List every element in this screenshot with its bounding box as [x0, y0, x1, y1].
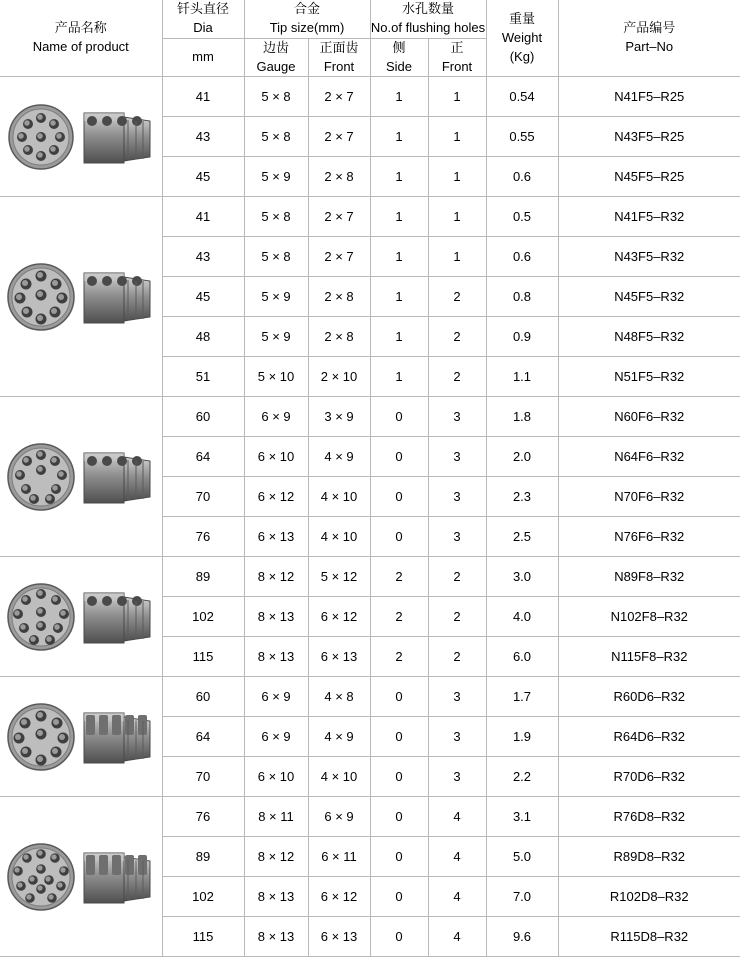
cell-weight: 0.8	[486, 277, 558, 317]
cell-part-no: N45F5–R32	[558, 277, 740, 317]
table-body	[0, 77, 740, 957]
header-alloy-cn: 合金	[245, 0, 370, 19]
cell-dia: 115	[162, 637, 244, 677]
header-weight	[486, 0, 558, 77]
cell-dia: 45	[162, 157, 244, 197]
cell-dia: 102	[162, 877, 244, 917]
header-hole-side	[370, 38, 428, 77]
cell-weight: 3.1	[486, 797, 558, 837]
cell-gauge: 5 × 8	[244, 197, 308, 237]
cell-gauge: 6 × 12	[244, 477, 308, 517]
drill-bit-side-icon	[82, 582, 156, 652]
cell-weight: 6.0	[486, 637, 558, 677]
cell-hole-side: 0	[370, 677, 428, 717]
cell-hole-front: 4	[428, 797, 486, 837]
cell-weight: 9.6	[486, 917, 558, 957]
cell-part-no: N89F8–R32	[558, 557, 740, 597]
cell-hole-side: 2	[370, 597, 428, 637]
cell-gauge: 6 × 9	[244, 397, 308, 437]
cell-weight: 2.0	[486, 437, 558, 477]
cell-gauge: 8 × 13	[244, 597, 308, 637]
cell-front: 2 × 7	[308, 237, 370, 277]
header-gauge	[244, 38, 308, 77]
cell-part-no: R64D6–R32	[558, 717, 740, 757]
cell-hole-front: 2	[428, 557, 486, 597]
cell-dia: 70	[162, 477, 244, 517]
cell-dia: 64	[162, 437, 244, 477]
bit-illustration	[0, 442, 162, 512]
header-weight-en: Weight	[487, 29, 558, 48]
cell-hole-side: 1	[370, 157, 428, 197]
header-part-no-en: Part–No	[559, 38, 740, 57]
cell-hole-front: 4	[428, 917, 486, 957]
table-row	[0, 557, 740, 597]
cell-hole-front: 4	[428, 837, 486, 877]
bit-illustration	[0, 102, 162, 172]
cell-front: 6 × 11	[308, 837, 370, 877]
cell-dia: 51	[162, 357, 244, 397]
header-gauge-cn: 边齿	[245, 39, 308, 58]
cell-dia: 41	[162, 197, 244, 237]
cell-hole-front: 1	[428, 237, 486, 277]
header-dia	[162, 0, 244, 38]
cell-dia: 89	[162, 557, 244, 597]
drill-bit-face-icon	[6, 702, 76, 772]
cell-part-no: N64F6–R32	[558, 437, 740, 477]
header-alloy	[244, 0, 370, 38]
cell-front: 4 × 10	[308, 477, 370, 517]
bit-illustration	[0, 702, 162, 772]
cell-front: 4 × 9	[308, 717, 370, 757]
header-hole-front	[428, 38, 486, 77]
cell-weight: 1.9	[486, 717, 558, 757]
cell-front: 4 × 9	[308, 437, 370, 477]
cell-hole-side: 2	[370, 637, 428, 677]
drill-bit-side-icon	[82, 442, 156, 512]
drill-bit-face-icon	[6, 842, 76, 912]
cell-gauge: 6 × 9	[244, 717, 308, 757]
cell-gauge: 8 × 13	[244, 877, 308, 917]
cell-hole-side: 0	[370, 877, 428, 917]
cell-dia: 89	[162, 837, 244, 877]
drill-bit-side-icon	[82, 842, 156, 912]
header-gauge-en: Gauge	[245, 58, 308, 77]
cell-weight: 1.1	[486, 357, 558, 397]
cell-front: 2 × 8	[308, 157, 370, 197]
drill-bit-side-icon	[82, 102, 156, 172]
cell-gauge: 6 × 13	[244, 517, 308, 557]
cell-hole-front: 3	[428, 517, 486, 557]
header-front-cn: 正面齿	[309, 39, 370, 58]
cell-gauge: 5 × 8	[244, 117, 308, 157]
cell-weight: 3.0	[486, 557, 558, 597]
cell-front: 6 × 12	[308, 877, 370, 917]
cell-weight: 0.54	[486, 77, 558, 117]
cell-part-no: N115F8–R32	[558, 637, 740, 677]
cell-hole-front: 1	[428, 157, 486, 197]
cell-front: 5 × 12	[308, 557, 370, 597]
table-row	[0, 797, 740, 837]
cell-hole-front: 3	[428, 477, 486, 517]
cell-hole-side: 0	[370, 477, 428, 517]
cell-hole-side: 1	[370, 117, 428, 157]
cell-gauge: 5 × 9	[244, 157, 308, 197]
cell-dia: 43	[162, 117, 244, 157]
cell-weight: 4.0	[486, 597, 558, 637]
header-product-name-cn: 产品名称	[0, 19, 162, 38]
cell-gauge: 5 × 10	[244, 357, 308, 397]
cell-dia: 76	[162, 517, 244, 557]
cell-weight: 0.6	[486, 237, 558, 277]
cell-part-no: R115D8–R32	[558, 917, 740, 957]
header-hole-side-en: Side	[371, 58, 428, 77]
cell-hole-front: 1	[428, 197, 486, 237]
cell-hole-front: 3	[428, 717, 486, 757]
cell-hole-side: 1	[370, 237, 428, 277]
cell-weight: 1.8	[486, 397, 558, 437]
header-flushing-holes	[370, 0, 486, 38]
cell-hole-side: 0	[370, 717, 428, 757]
cell-hole-front: 2	[428, 597, 486, 637]
header-front	[308, 38, 370, 77]
cell-part-no: N70F6–R32	[558, 477, 740, 517]
bit-illustration	[0, 582, 162, 652]
cell-dia: 60	[162, 677, 244, 717]
drill-bit-face-icon	[6, 582, 76, 652]
cell-dia: 115	[162, 917, 244, 957]
cell-part-no: N45F5–R25	[558, 157, 740, 197]
drill-bit-face-icon	[6, 102, 76, 172]
cell-hole-front: 1	[428, 117, 486, 157]
header-dia-cn: 钎头直径	[163, 0, 244, 19]
table-row	[0, 197, 740, 237]
header-holes-en: No.of flushing holes	[371, 19, 486, 38]
cell-gauge: 5 × 9	[244, 317, 308, 357]
header-product-name-en: Name of product	[0, 38, 162, 57]
cell-weight: 0.6	[486, 157, 558, 197]
cell-dia: 70	[162, 757, 244, 797]
header-hole-front-cn: 正	[429, 39, 486, 58]
cell-hole-front: 3	[428, 757, 486, 797]
cell-weight: 1.7	[486, 677, 558, 717]
cell-hole-front: 1	[428, 77, 486, 117]
cell-hole-front: 2	[428, 317, 486, 357]
cell-hole-front: 3	[428, 677, 486, 717]
cell-hole-side: 0	[370, 917, 428, 957]
cell-gauge: 5 × 8	[244, 237, 308, 277]
product-image-cell	[0, 397, 162, 557]
cell-gauge: 8 × 12	[244, 837, 308, 877]
table-row	[0, 77, 740, 117]
cell-part-no: R89D8–R32	[558, 837, 740, 877]
cell-dia: 43	[162, 237, 244, 277]
cell-weight: 0.9	[486, 317, 558, 357]
header-weight-cn: 重量	[487, 10, 558, 29]
cell-front: 2 × 8	[308, 277, 370, 317]
cell-part-no: N102F8–R32	[558, 597, 740, 637]
cell-dia: 76	[162, 797, 244, 837]
cell-front: 6 × 13	[308, 917, 370, 957]
cell-gauge: 8 × 12	[244, 557, 308, 597]
cell-part-no: N41F5–R32	[558, 197, 740, 237]
cell-dia: 45	[162, 277, 244, 317]
cell-hole-side: 0	[370, 757, 428, 797]
cell-part-no: N76F6–R32	[558, 517, 740, 557]
cell-hole-side: 0	[370, 397, 428, 437]
cell-part-no: N43F5–R25	[558, 117, 740, 157]
header-alloy-en: Tip size(mm)	[245, 19, 370, 38]
cell-weight: 7.0	[486, 877, 558, 917]
cell-weight: 2.2	[486, 757, 558, 797]
table-header	[0, 0, 740, 77]
cell-front: 2 × 8	[308, 317, 370, 357]
header-hole-front-en: Front	[429, 58, 486, 77]
cell-front: 6 × 9	[308, 797, 370, 837]
product-image-cell	[0, 557, 162, 677]
cell-part-no: N41F5–R25	[558, 77, 740, 117]
cell-gauge: 8 × 13	[244, 637, 308, 677]
header-front-en: Front	[309, 58, 370, 77]
cell-gauge: 6 × 10	[244, 757, 308, 797]
cell-front: 2 × 7	[308, 77, 370, 117]
cell-front: 2 × 7	[308, 117, 370, 157]
cell-gauge: 5 × 8	[244, 77, 308, 117]
cell-part-no: N51F5–R32	[558, 357, 740, 397]
header-holes-cn: 水孔数量	[371, 0, 486, 19]
cell-gauge: 8 × 11	[244, 797, 308, 837]
product-image-cell	[0, 197, 162, 397]
cell-part-no: R70D6–R32	[558, 757, 740, 797]
cell-part-no: N60F6–R32	[558, 397, 740, 437]
product-image-cell	[0, 797, 162, 957]
drill-bit-side-icon	[82, 702, 156, 772]
cell-hole-side: 0	[370, 517, 428, 557]
cell-weight: 0.55	[486, 117, 558, 157]
cell-hole-front: 3	[428, 397, 486, 437]
table-row	[0, 677, 740, 717]
bit-illustration	[0, 842, 162, 912]
cell-hole-side: 0	[370, 437, 428, 477]
header-dia-en: Dia	[163, 19, 244, 38]
product-image-cell	[0, 77, 162, 197]
header-product-name	[0, 0, 162, 77]
cell-dia: 41	[162, 77, 244, 117]
cell-part-no: R102D8–R32	[558, 877, 740, 917]
cell-front: 3 × 9	[308, 397, 370, 437]
cell-weight: 2.3	[486, 477, 558, 517]
cell-part-no: R60D6–R32	[558, 677, 740, 717]
cell-weight: 0.5	[486, 197, 558, 237]
cell-dia: 60	[162, 397, 244, 437]
header-part-no	[558, 0, 740, 77]
cell-front: 6 × 13	[308, 637, 370, 677]
header-part-no-cn: 产品编号	[559, 19, 740, 38]
cell-hole-side: 1	[370, 277, 428, 317]
cell-hole-side: 1	[370, 77, 428, 117]
cell-dia: 102	[162, 597, 244, 637]
cell-part-no: N48F5–R32	[558, 317, 740, 357]
cell-dia: 48	[162, 317, 244, 357]
cell-front: 2 × 10	[308, 357, 370, 397]
cell-weight: 5.0	[486, 837, 558, 877]
cell-hole-front: 2	[428, 277, 486, 317]
cell-gauge: 6 × 10	[244, 437, 308, 477]
cell-front: 2 × 7	[308, 197, 370, 237]
drill-bit-face-icon	[6, 442, 76, 512]
cell-front: 6 × 12	[308, 597, 370, 637]
drill-bit-side-icon	[82, 262, 156, 332]
cell-gauge: 8 × 13	[244, 917, 308, 957]
cell-front: 4 × 8	[308, 677, 370, 717]
cell-hole-front: 2	[428, 357, 486, 397]
cell-front: 4 × 10	[308, 517, 370, 557]
cell-hole-side: 2	[370, 557, 428, 597]
cell-gauge: 5 × 9	[244, 277, 308, 317]
cell-hole-side: 1	[370, 317, 428, 357]
cell-gauge: 6 × 9	[244, 677, 308, 717]
bit-illustration	[0, 262, 162, 332]
cell-hole-side: 1	[370, 197, 428, 237]
table-row	[0, 397, 740, 437]
drill-bit-face-icon	[6, 262, 76, 332]
cell-dia: 64	[162, 717, 244, 757]
cell-hole-side: 0	[370, 837, 428, 877]
cell-hole-front: 2	[428, 637, 486, 677]
header-hole-side-cn: 侧	[371, 39, 428, 58]
cell-hole-front: 4	[428, 877, 486, 917]
cell-part-no: N43F5–R32	[558, 237, 740, 277]
header-dia-unit: mm	[162, 38, 244, 77]
cell-hole-front: 3	[428, 437, 486, 477]
cell-weight: 2.5	[486, 517, 558, 557]
cell-hole-side: 0	[370, 797, 428, 837]
product-image-cell	[0, 677, 162, 797]
cell-front: 4 × 10	[308, 757, 370, 797]
header-weight-unit: (Kg)	[487, 48, 558, 67]
cell-hole-side: 1	[370, 357, 428, 397]
cell-part-no: R76D8–R32	[558, 797, 740, 837]
